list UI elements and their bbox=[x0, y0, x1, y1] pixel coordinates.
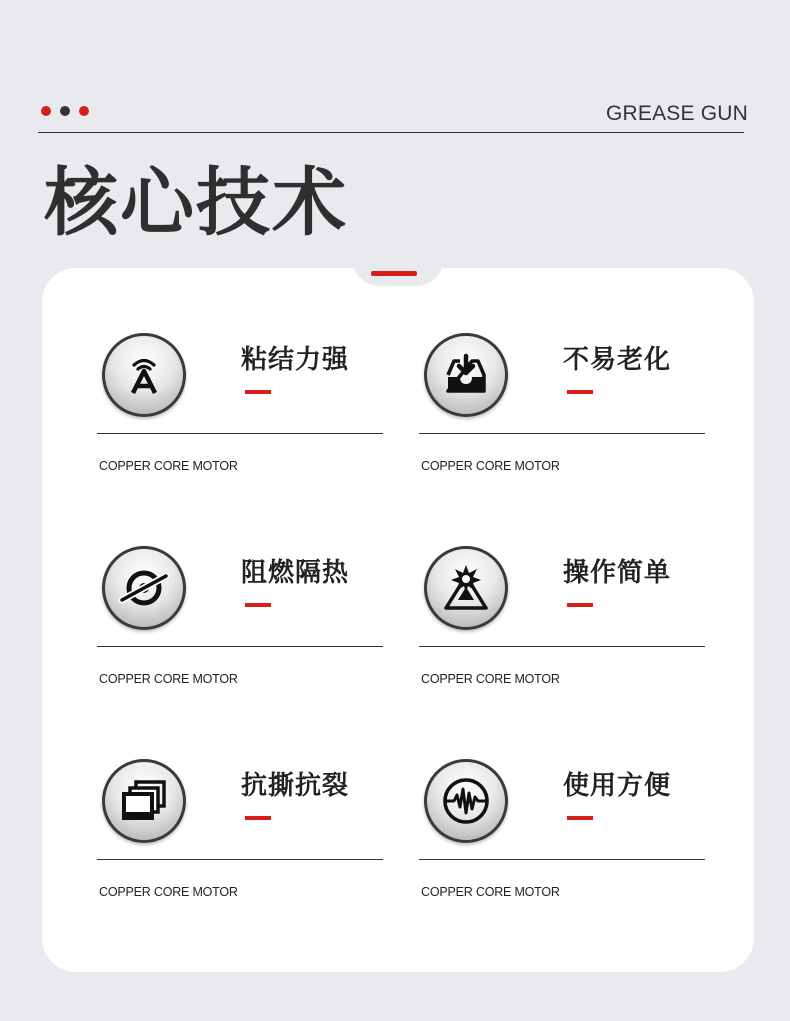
accent-dash bbox=[567, 603, 593, 607]
feature-subtitle: COPPER CORE MOTOR bbox=[421, 672, 560, 686]
feature-item-tear-resistant bbox=[97, 759, 383, 909]
brand-label: GREASE GUN bbox=[605, 102, 748, 125]
feature-subtitle: COPPER CORE MOTOR bbox=[421, 459, 560, 473]
feature-title: 粘结力强 bbox=[241, 344, 350, 374]
feature-title: 阻燃隔热 bbox=[241, 557, 350, 587]
page-title: 核心技术 bbox=[44, 161, 348, 244]
feature-item-easy-to-use bbox=[419, 759, 705, 909]
text-a-icon bbox=[102, 333, 186, 417]
dot-1 bbox=[41, 106, 51, 116]
dot-3 bbox=[79, 106, 89, 116]
accent-dash bbox=[567, 816, 593, 820]
feature-divider bbox=[97, 859, 383, 860]
mountain-star-icon bbox=[424, 546, 508, 630]
feature-subtitle: COPPER CORE MOTOR bbox=[99, 672, 238, 686]
header-divider bbox=[38, 132, 744, 133]
feature-title: 抗撕抗裂 bbox=[241, 770, 350, 800]
notch-accent-bar bbox=[371, 271, 417, 276]
feature-divider bbox=[97, 646, 383, 647]
decorative-dots bbox=[41, 106, 89, 116]
feature-divider bbox=[97, 433, 383, 434]
feature-divider bbox=[419, 646, 705, 647]
accent-dash bbox=[245, 603, 271, 607]
feature-title: 不易老化 bbox=[563, 344, 672, 374]
feature-title: 使用方便 bbox=[563, 770, 672, 800]
accent-dash bbox=[245, 816, 271, 820]
fire-resistant-icon bbox=[102, 546, 186, 630]
feature-subtitle: COPPER CORE MOTOR bbox=[421, 885, 560, 899]
feature-item-easy-operation bbox=[419, 546, 705, 696]
feature-item-flame-retardant bbox=[97, 546, 383, 696]
feature-item-adhesion bbox=[97, 333, 383, 483]
inbox-download-icon bbox=[424, 333, 508, 417]
feature-divider bbox=[419, 859, 705, 860]
feature-item-anti-aging bbox=[419, 333, 705, 483]
layers-icon bbox=[102, 759, 186, 843]
feature-divider bbox=[419, 433, 705, 434]
feature-title: 操作简单 bbox=[563, 557, 672, 587]
feature-subtitle: COPPER CORE MOTOR bbox=[99, 885, 238, 899]
accent-dash bbox=[567, 390, 593, 394]
waveform-icon bbox=[424, 759, 508, 843]
feature-subtitle: COPPER CORE MOTOR bbox=[99, 459, 238, 473]
dot-2 bbox=[60, 106, 70, 116]
accent-dash bbox=[245, 390, 271, 394]
